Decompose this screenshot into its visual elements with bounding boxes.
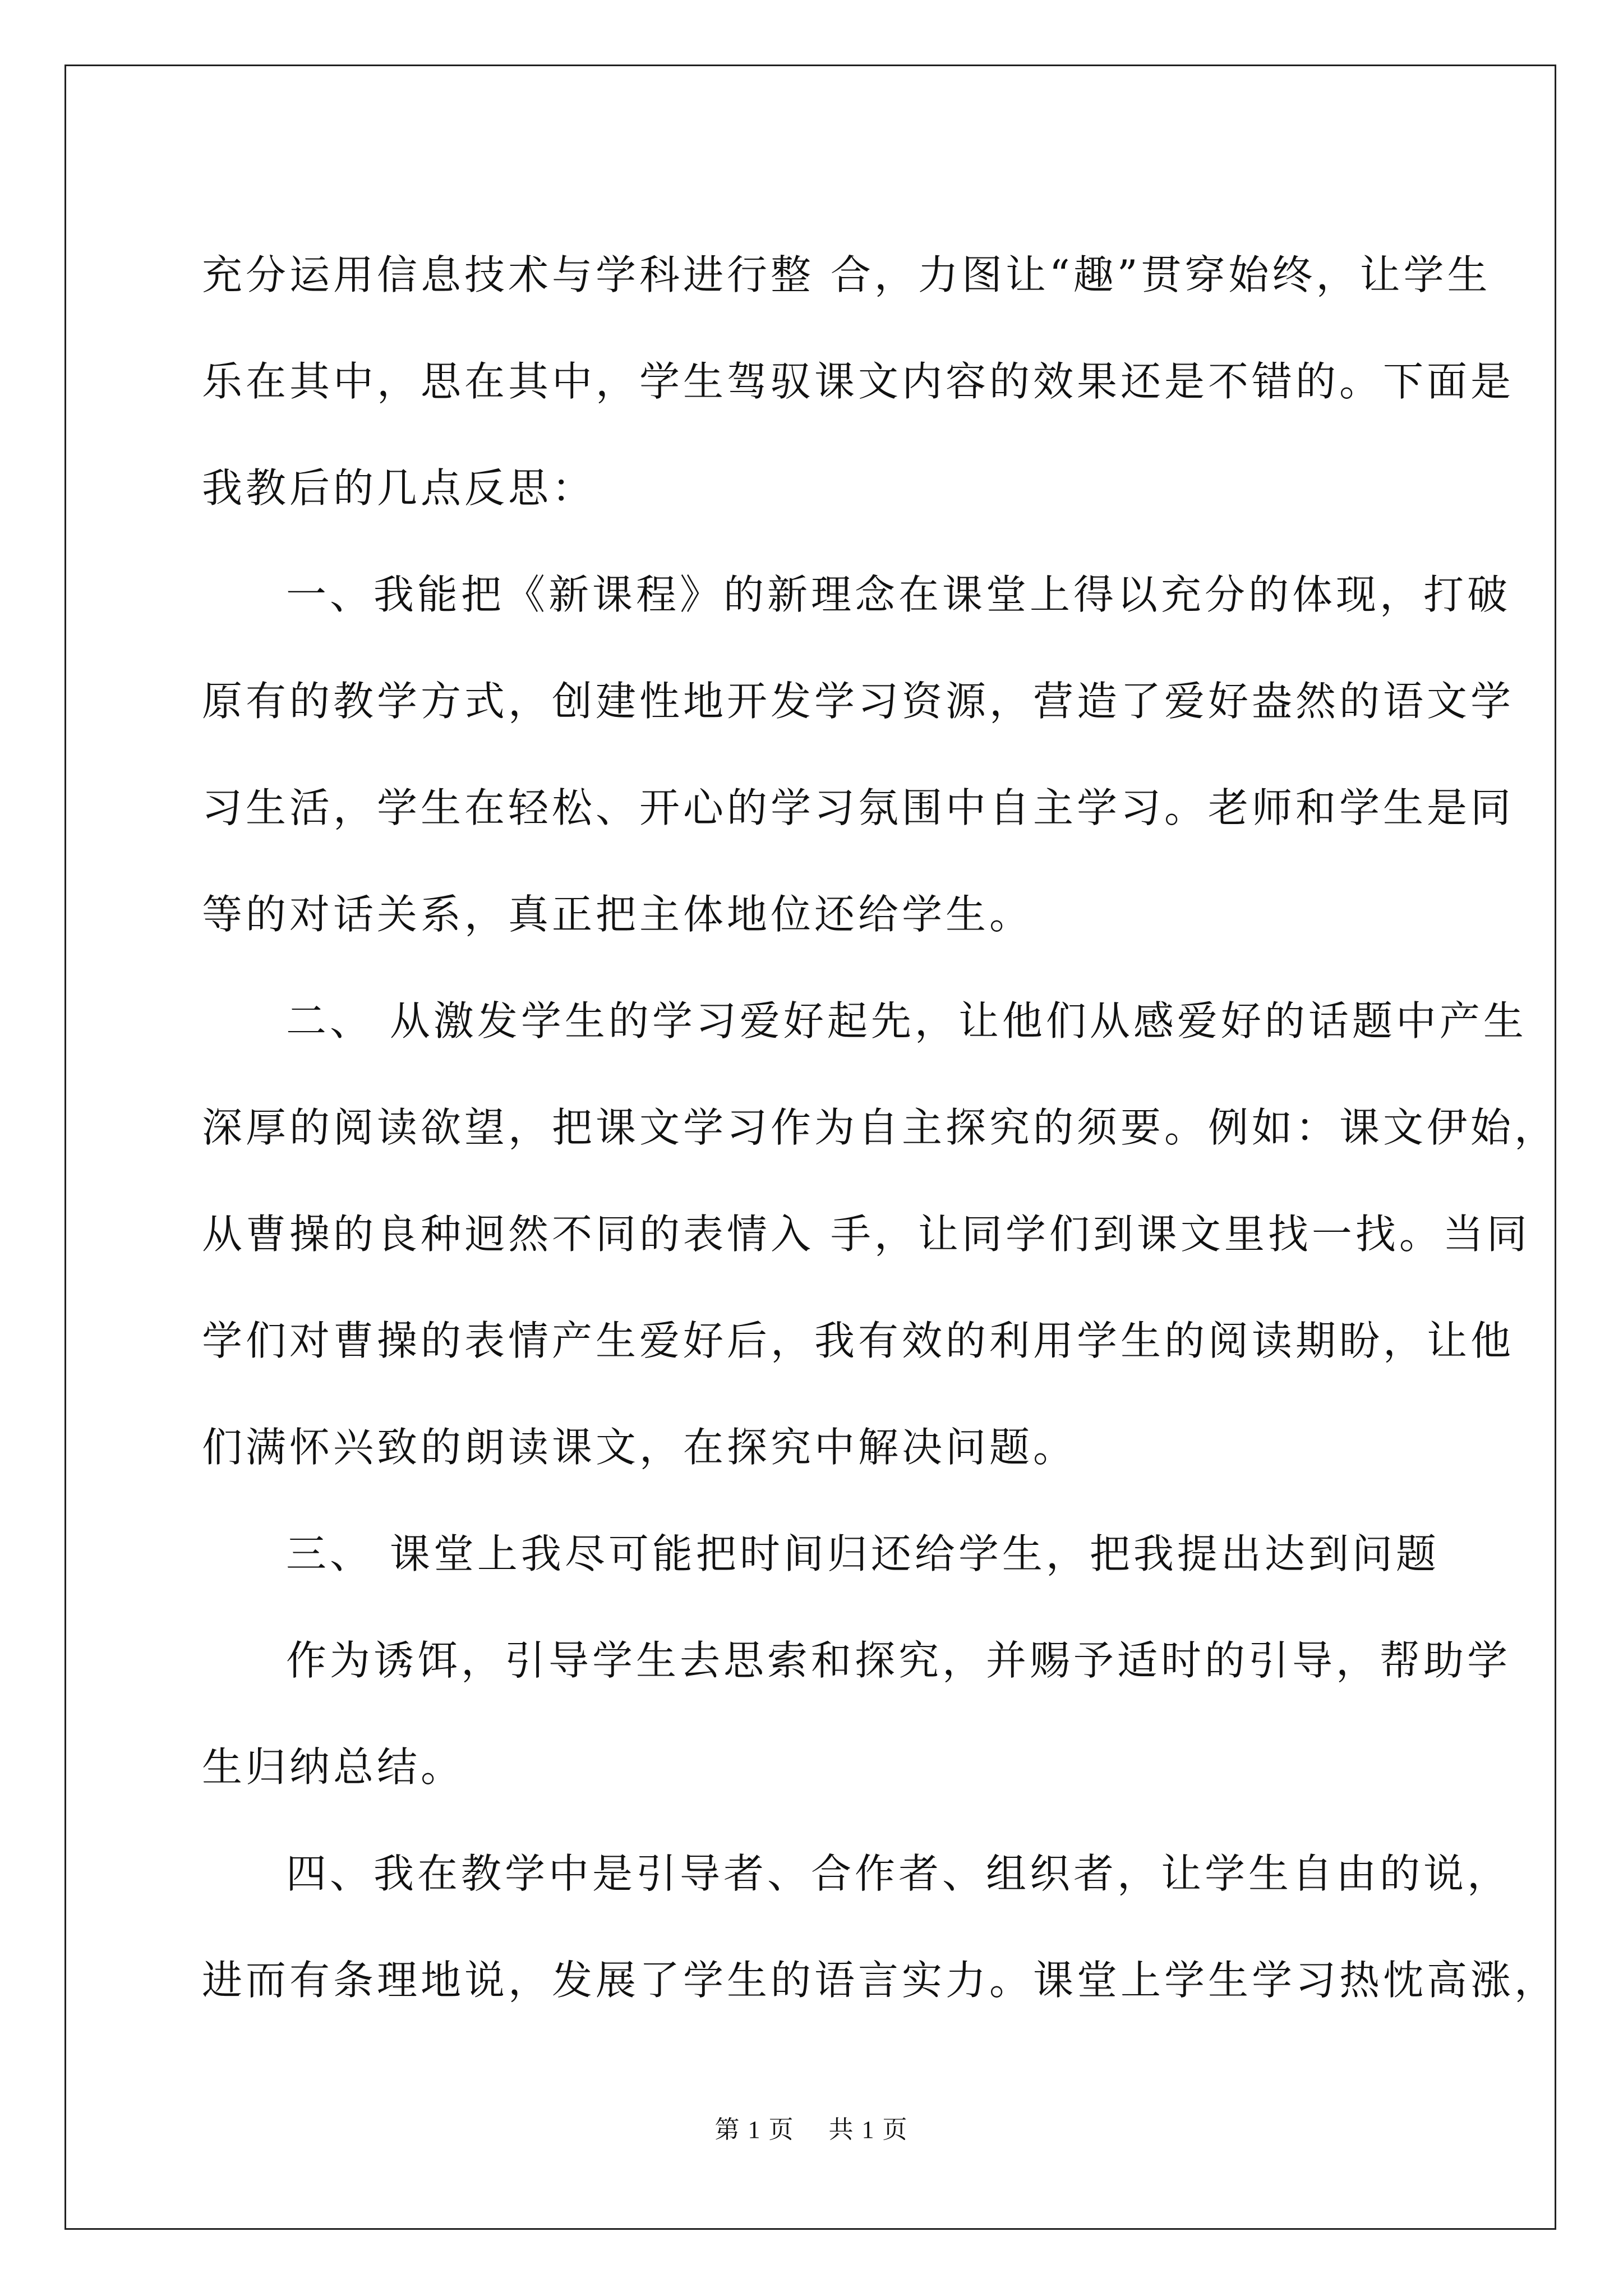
paragraph-start-line: 作为诱饵，引导学生去思索和探究，并赐予适时的引导，帮助学 [286,1637,1511,1684]
text-line: 从曹操的良种迥然不同的表情入 手，让同学们到课文里找一找。当同 [202,1211,1530,1258]
text-line: 充分运用信息技术与学科进行整 合，力图让“趣”贯穿始终，让学生 [202,251,1491,298]
text-line: 乐在其中，思在其中，学生驾驭课文内容的效果还是不错的。下面是 [202,358,1515,405]
page-footer [0,2109,1623,2145]
page-total: 共 1 页 [828,2116,909,2143]
paragraph-start-line: 一、我能把《新课程》的新理念在课堂上得以充分的体现，打破 [286,571,1511,618]
text-line: 等的对话关系，真正把主体地位还给学生。 [202,891,1034,938]
paragraph-start-line: 二、 从激发学生的学习爱好起先，让他们从感爱好的话题中产生 [286,997,1527,1045]
text-line: 生归纳总结。 [202,1743,465,1791]
document-body [202,222,1559,2033]
paragraph-start-line: 四、我在教学中是引导者、合作者、组织者，让学生自由的说， [286,1850,1511,1897]
page-number: 第 1 页 [714,2116,795,2143]
text-line: 习生活，学生在轻松、开心的学习氛围中自主学习。老师和学生是同 [202,784,1515,831]
text-line: 原有的教学方式，创建性地开发学习资源，营造了爱好盎然的语文学 [202,678,1515,725]
text-line: 深厚的阅读欲望，把课文学习作为自主探究的须要。例如：课文伊始， [202,1104,1559,1151]
paragraph-start-line: 三、 课堂上我尽可能把时间归还给学生，把我提出达到问题 [286,1530,1440,1577]
text-line: 们满怀兴致的朗读课文，在探究中解决问题。 [202,1424,1077,1471]
text-line: 进而有条理地说，发展了学生的语言实力。课堂上学生学习热忱高涨， [202,1957,1559,2004]
text-line: 我教后的几点反思： [202,464,596,512]
text-line: 学们对曹操的表情产生爱好后，我有效的利用学生的阅读期盼，让他 [202,1317,1515,1364]
